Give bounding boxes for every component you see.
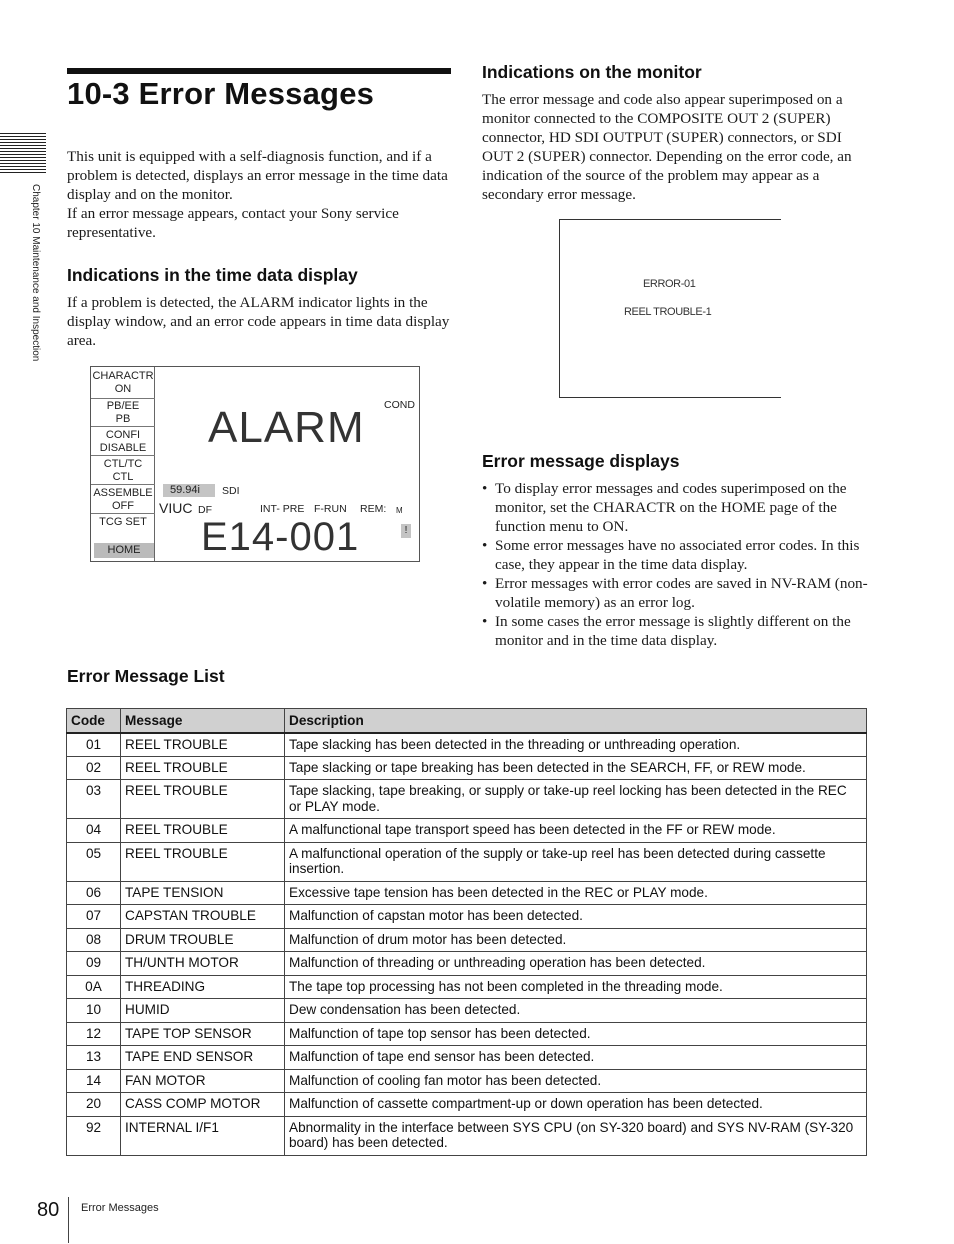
cell-description: Malfunction of drum motor has been detected.: [285, 928, 867, 952]
page-title: 10-3 Error Messages: [67, 76, 375, 111]
cell-message: CASS COMP MOTOR: [121, 1093, 285, 1117]
bullet-item: • Some error messages have no associated error codes. In this case, they appear in the time data display.: [482, 536, 872, 574]
cell-message: TAPE TOP SENSOR: [121, 1022, 285, 1046]
cell-code: 0A: [67, 975, 121, 999]
cell-message: FAN MOTOR: [121, 1069, 285, 1093]
cell-description: Abnormality in the interface between SYS CPU (on SY-320 board) and SYS NV-RAM (SY-320 board) has been detected.: [285, 1116, 867, 1155]
table-row: [67, 1069, 867, 1093]
table-row: [67, 881, 867, 905]
lcd-warning-mark: !: [401, 524, 411, 538]
page-number: 80: [37, 1199, 60, 1221]
cell-code: 06: [67, 881, 121, 905]
lcd-cond-label: COND: [384, 399, 415, 411]
cell-code: 09: [67, 952, 121, 976]
intro-paragraph-2: If an error message appears, contact your Sony service representative.: [67, 205, 399, 241]
cell-message: REEL TROUBLE: [121, 842, 285, 881]
bullet-item: • In some cases the error message is slightly different on the monitor and in the time data display.: [482, 612, 872, 650]
cell-message: REEL TROUBLE: [121, 819, 285, 843]
cell-description: Excessive tape tension has been detected in the REC or PLAY mode.: [285, 881, 867, 905]
cell-code: 13: [67, 1046, 121, 1070]
cell-code: 20: [67, 1093, 121, 1117]
lcd-rem-label: REM:: [360, 503, 387, 515]
lcd-mode-ctltc: CTL/TC CTL: [91, 455, 155, 483]
footer-section-label: Error Messages: [81, 1202, 159, 1214]
time-data-text: If a problem is detected, the ALARM indicator lights in the display window, and an error code appears in time data display area.: [67, 294, 450, 349]
bullet-item: • To display error messages and codes superimposed on the monitor, set the CHARACTR on the HOME page of the function menu to ON.: [482, 479, 872, 536]
monitor-error-line: ERROR-01: [643, 278, 696, 290]
cell-message: INTERNAL I/F1: [121, 1116, 285, 1155]
column-header-message: Message: [121, 709, 285, 733]
cell-description: Malfunction of tape end sensor has been detected.: [285, 1046, 867, 1070]
cell-code: 92: [67, 1116, 121, 1155]
lcd-df-label: DF: [198, 504, 212, 516]
lcd-mode-confi: CONFI DISABLE: [91, 426, 155, 454]
lcd-mode-tcgset: TCG SET: [91, 513, 155, 529]
cell-code: 03: [67, 780, 121, 819]
lcd-mode-column: [91, 367, 155, 561]
monitor-illustration: [559, 219, 781, 398]
lcd-mode-assemble: ASSEMBLE OFF: [91, 484, 155, 512]
cell-code: 02: [67, 756, 121, 780]
chapter-tab-bars: [0, 133, 46, 177]
table-row: [67, 1116, 867, 1155]
cell-description: A malfunctional operation of the supply or take-up reel has been detected during cassette insertion.: [285, 842, 867, 881]
cell-description: Malfunction of capstan motor has been detected.: [285, 905, 867, 929]
table-row: [67, 905, 867, 929]
monitor-message-line: REEL TROUBLE-1: [624, 306, 712, 318]
cell-code: 12: [67, 1022, 121, 1046]
error-list-heading: Error Message List: [67, 666, 225, 686]
monitor-text: The error message and code also appear superimposed on a monitor connected to the COMPOSITE OUT 2 (SUPER) connector, HD SDI OUTPUT (SUPER) connectors, or SDI OUT 2 (SUPER) connector. Depending on the error code, an indication of the source of the problem may appear as a secondary error message.: [482, 91, 852, 203]
intro-section: [67, 147, 453, 242]
lcd-viuc-label: VIUC: [159, 500, 193, 516]
table-row: [67, 952, 867, 976]
chapter-label: Chapter 10 Maintenance and Inspection: [30, 184, 41, 362]
cell-description: Tape slacking, tape breaking, or supply or take-up reel locking has been detected in the REC or PLAY mode.: [285, 780, 867, 819]
table-row: [67, 1022, 867, 1046]
lcd-sdi-label: SDI: [222, 485, 240, 497]
monitor-heading: Indications on the monitor: [482, 62, 702, 82]
lcd-alarm-indicator: ALARM: [208, 403, 365, 452]
cell-description: Malfunction of threading or unthreading operation has been detected.: [285, 952, 867, 976]
cell-message: REEL TROUBLE: [121, 733, 285, 757]
lcd-mode-charactr: CHARACTR ON: [92, 370, 154, 395]
intro-paragraph-1: This unit is equipped with a self-diagnosis function, and if a problem is detected, displays an error message in the time data display and on the monitor.: [67, 148, 448, 203]
title-rule: [67, 68, 451, 74]
cell-code: 07: [67, 905, 121, 929]
cell-message: CAPSTAN TROUBLE: [121, 905, 285, 929]
cell-code: 10: [67, 999, 121, 1023]
error-message-table: [66, 708, 867, 1156]
cell-message: TH/UNTH MOTOR: [121, 952, 285, 976]
table-row: [67, 928, 867, 952]
table-row: [67, 780, 867, 819]
cell-code: 04: [67, 819, 121, 843]
table-row: [67, 756, 867, 780]
table-row: [67, 842, 867, 881]
cell-message: REEL TROUBLE: [121, 756, 285, 780]
cell-message: HUMID: [121, 999, 285, 1023]
cell-code: 14: [67, 1069, 121, 1093]
column-header-description: Description: [285, 709, 867, 733]
cell-message: REEL TROUBLE: [121, 780, 285, 819]
cell-code: 08: [67, 928, 121, 952]
column-header-code: Code: [67, 709, 121, 733]
time-data-lcd-illustration: [90, 366, 420, 562]
cell-message: THREADING: [121, 975, 285, 999]
cell-description: Tape slacking or tape breaking has been detected in the SEARCH, FF, or REW mode.: [285, 756, 867, 780]
bullet-item: • Error messages with error codes are saved in NV-RAM (non-volatile memory) as an error log.: [482, 574, 872, 612]
cell-code: 05: [67, 842, 121, 881]
table-row: [67, 1046, 867, 1070]
time-data-heading: Indications in the time data display: [67, 265, 358, 285]
table-row: [67, 999, 867, 1023]
lcd-frun-label: F-RUN: [314, 503, 347, 515]
cell-message: TAPE END SENSOR: [121, 1046, 285, 1070]
lcd-mode-pbee: PB/EE PB: [91, 398, 155, 425]
cell-description: Malfunction of tape top sensor has been detected.: [285, 1022, 867, 1046]
displays-heading: Error message displays: [482, 451, 680, 471]
cell-description: Dew condensation has been detected.: [285, 999, 867, 1023]
lcd-frame-rate: 59.94i: [163, 484, 215, 497]
lcd-home-button: HOME: [94, 543, 154, 558]
cell-code: 01: [67, 733, 121, 757]
cell-description: Malfunction of cooling fan motor has been detected.: [285, 1069, 867, 1093]
cell-description: Malfunction of cassette compartment-up or down operation has been detected.: [285, 1093, 867, 1117]
table-row: [67, 733, 867, 757]
cell-message: DRUM TROUBLE: [121, 928, 285, 952]
lcd-error-code: E14-001: [201, 515, 360, 559]
cell-description: The tape top processing has not been completed in the threading mode.: [285, 975, 867, 999]
cell-description: Tape slacking has been detected in the threading or unthreading operation.: [285, 733, 867, 757]
cell-message: TAPE TENSION: [121, 881, 285, 905]
cell-description: A malfunctional tape transport speed has been detected in the FF or REW mode.: [285, 819, 867, 843]
footer-divider: [68, 1197, 69, 1243]
table-row: [67, 975, 867, 999]
lcd-m-label: M: [396, 506, 403, 515]
lcd-int-pre-label: INT- PRE: [260, 503, 305, 515]
table-row: [67, 1093, 867, 1117]
displays-bullet-list: [482, 479, 872, 650]
table-row: [67, 819, 867, 843]
table-header-row: [67, 709, 867, 733]
